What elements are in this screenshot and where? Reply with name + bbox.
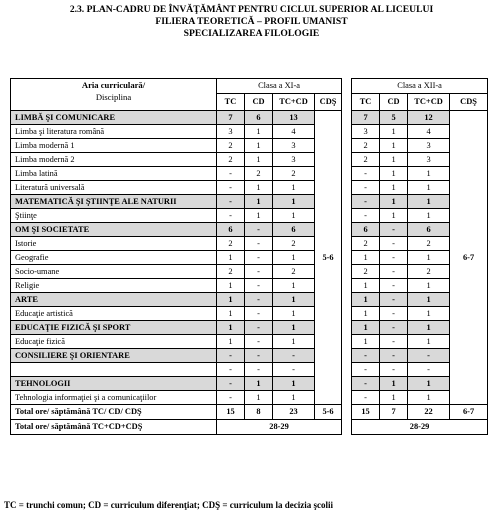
- value-cell-12: 1: [408, 251, 450, 265]
- value-cell-12: -: [352, 181, 380, 195]
- value-cell-11: 7: [217, 111, 245, 125]
- discipline-row: [11, 139, 488, 153]
- discipline-row: [11, 279, 488, 293]
- column-gap: [342, 167, 352, 181]
- value-cell-11: 1: [217, 293, 245, 307]
- column-gap: [342, 279, 352, 293]
- discipline-row: [11, 209, 488, 223]
- value-cell-12: 1: [352, 293, 380, 307]
- header-disciplina-label: Disciplina: [95, 92, 132, 102]
- value-cell-11: -: [217, 363, 245, 377]
- discipline-row: [11, 335, 488, 349]
- discipline-row: [11, 153, 488, 167]
- value-cell-12: -: [380, 279, 408, 293]
- value-cell-12: 2: [408, 265, 450, 279]
- value-cell-11: 1: [245, 391, 273, 405]
- col-cd-11: CD: [245, 94, 273, 111]
- value-cell-11: -: [217, 209, 245, 223]
- column-gap: [342, 181, 352, 195]
- value-cell-11: 6: [245, 111, 273, 125]
- value-cell-11: 1: [273, 307, 315, 321]
- value-cell-12: 6: [352, 223, 380, 237]
- total-row-1: [11, 405, 488, 420]
- total-cell-12: 22: [408, 405, 450, 420]
- column-gap: [342, 420, 352, 435]
- value-cell-11: 1: [273, 181, 315, 195]
- section-row: [11, 377, 488, 391]
- value-cell-12: 1: [380, 195, 408, 209]
- value-cell-11: 1: [245, 181, 273, 195]
- value-cell-12: -: [380, 251, 408, 265]
- section-row: [11, 349, 488, 363]
- value-cell-11: 2: [273, 237, 315, 251]
- value-cell-12: 4: [408, 125, 450, 139]
- value-cell-11: -: [245, 223, 273, 237]
- value-cell-11: 1: [245, 139, 273, 153]
- value-cell-12: -: [352, 377, 380, 391]
- value-cell-11: 1: [273, 209, 315, 223]
- value-cell-12: 1: [408, 335, 450, 349]
- value-cell-12: 1: [380, 139, 408, 153]
- value-cell-12: 2: [352, 265, 380, 279]
- discipline-name: Istorie: [11, 237, 217, 251]
- value-cell-12: -: [380, 349, 408, 363]
- value-cell-12: -: [380, 223, 408, 237]
- section-row: [11, 293, 488, 307]
- value-cell-12: -: [380, 265, 408, 279]
- value-cell-11: 1: [217, 321, 245, 335]
- value-cell-12: 1: [408, 391, 450, 405]
- section-row: [11, 321, 488, 335]
- value-cell-11: 3: [217, 125, 245, 139]
- value-cell-12: 2: [352, 139, 380, 153]
- discipline-row: [11, 181, 488, 195]
- column-gap: [342, 251, 352, 265]
- col-tccd-11: TC+CD: [273, 94, 315, 111]
- value-cell-11: 6: [273, 223, 315, 237]
- value-cell-11: -: [245, 363, 273, 377]
- discipline-row: [11, 167, 488, 181]
- value-cell-11: -: [217, 167, 245, 181]
- value-cell-11: 1: [273, 279, 315, 293]
- column-gap: [342, 335, 352, 349]
- cds-cell-11: 5-6: [315, 111, 342, 405]
- column-gap: [342, 125, 352, 139]
- value-cell-11: -: [245, 265, 273, 279]
- value-cell-11: -: [245, 251, 273, 265]
- column-gap: [342, 209, 352, 223]
- total-sum-11: 28-29: [217, 420, 342, 435]
- value-cell-12: 1: [408, 307, 450, 321]
- value-cell-12: 5: [380, 111, 408, 125]
- total-cell-12: 6-7: [450, 405, 488, 420]
- value-cell-11: 3: [273, 139, 315, 153]
- discipline-name: Limba şi literatura română: [11, 125, 217, 139]
- value-cell-11: 1: [273, 321, 315, 335]
- section-row: [11, 223, 488, 237]
- total-cell-11: 8: [245, 405, 273, 420]
- value-cell-12: 1: [408, 181, 450, 195]
- column-gap: [342, 237, 352, 251]
- column-gap: [342, 293, 352, 307]
- value-cell-11: 2: [217, 237, 245, 251]
- discipline-name: Geografie: [11, 251, 217, 265]
- value-cell-12: 1: [380, 209, 408, 223]
- value-cell-11: -: [245, 237, 273, 251]
- header-class12: Clasa a XII-a: [352, 79, 488, 94]
- discipline-name: Educaţie artistică: [11, 307, 217, 321]
- column-gap: [342, 377, 352, 391]
- discipline-row: [11, 125, 488, 139]
- value-cell-12: 2: [408, 237, 450, 251]
- discipline-row: [11, 307, 488, 321]
- discipline-row: [11, 265, 488, 279]
- cds-cell-12: 6-7: [450, 111, 488, 405]
- discipline-name: OM ŞI SOCIETATE: [11, 223, 217, 237]
- value-cell-11: 1: [245, 153, 273, 167]
- column-gap: [342, 153, 352, 167]
- total-label-2: Total ore/ săptămână TC+CD+CDŞ: [11, 420, 217, 435]
- value-cell-12: -: [352, 391, 380, 405]
- discipline-row: [11, 251, 488, 265]
- discipline-name: Educaţie fizică: [11, 335, 217, 349]
- legend-footnote: TC = trunchi comun; CD = curriculum diferenţiat; CDŞ = curriculum la decizia şcolii: [4, 500, 333, 510]
- value-cell-12: 1: [408, 209, 450, 223]
- col-cd-12: CD: [380, 94, 408, 111]
- col-cds-12: CDŞ: [450, 94, 488, 111]
- header-class11: Clasa a XI-a: [217, 79, 342, 94]
- value-cell-12: 1: [408, 195, 450, 209]
- total-cell-12: 15: [352, 405, 380, 420]
- value-cell-12: 1: [380, 153, 408, 167]
- value-cell-12: 1: [408, 321, 450, 335]
- discipline-name: CONSILIERE ŞI ORIENTARE: [11, 349, 217, 363]
- discipline-name: Limba modernă 2: [11, 153, 217, 167]
- value-cell-12: 1: [352, 251, 380, 265]
- value-cell-12: 1: [408, 377, 450, 391]
- total-label-1: Total ore/ săptămână TC/ CD/ CDŞ: [11, 405, 217, 420]
- value-cell-12: 3: [408, 139, 450, 153]
- value-cell-12: 2: [352, 237, 380, 251]
- discipline-row: [11, 237, 488, 251]
- value-cell-11: 1: [245, 195, 273, 209]
- value-cell-11: -: [245, 321, 273, 335]
- discipline-name: [11, 363, 217, 377]
- value-cell-12: -: [380, 293, 408, 307]
- discipline-name: EDUCAŢIE FIZICĂ ŞI SPORT: [11, 321, 217, 335]
- total-cell-12: 7: [380, 405, 408, 420]
- value-cell-11: 13: [273, 111, 315, 125]
- col-tc-12: TC: [352, 94, 380, 111]
- column-gap: [342, 195, 352, 209]
- value-cell-11: -: [245, 307, 273, 321]
- curriculum-table: [10, 78, 488, 435]
- value-cell-12: -: [380, 321, 408, 335]
- value-cell-11: 4: [273, 125, 315, 139]
- value-cell-11: -: [217, 181, 245, 195]
- discipline-name: TEHNOLOGII: [11, 377, 217, 391]
- value-cell-11: 1: [273, 335, 315, 349]
- value-cell-11: -: [245, 349, 273, 363]
- value-cell-11: -: [273, 349, 315, 363]
- header-aria-label: Aria curriculară/: [81, 80, 146, 90]
- header-aria: [11, 79, 217, 111]
- value-cell-11: 1: [245, 209, 273, 223]
- value-cell-11: -: [245, 279, 273, 293]
- total-sum-12: 28-29: [352, 420, 488, 435]
- value-cell-12: 1: [408, 167, 450, 181]
- value-cell-12: 7: [352, 111, 380, 125]
- column-gap: [342, 363, 352, 377]
- section-row: [11, 111, 488, 125]
- value-cell-12: 1: [408, 279, 450, 293]
- value-cell-12: 1: [380, 377, 408, 391]
- value-cell-12: 1: [408, 293, 450, 307]
- value-cell-11: 1: [245, 377, 273, 391]
- column-gap: [342, 223, 352, 237]
- column-gap: [342, 79, 352, 111]
- discipline-name: Socio-umane: [11, 265, 217, 279]
- discipline-name: LIMBĂ ŞI COMUNICARE: [11, 111, 217, 125]
- value-cell-11: 1: [273, 195, 315, 209]
- value-cell-11: 2: [217, 139, 245, 153]
- value-cell-12: -: [352, 349, 380, 363]
- discipline-row: [11, 391, 488, 405]
- total-cell-11: 23: [273, 405, 315, 420]
- value-cell-11: 1: [273, 377, 315, 391]
- value-cell-12: 1: [352, 279, 380, 293]
- value-cell-11: 1: [217, 279, 245, 293]
- value-cell-12: 6: [408, 223, 450, 237]
- value-cell-11: -: [273, 363, 315, 377]
- value-cell-12: -: [352, 363, 380, 377]
- discipline-name: Limba modernă 1: [11, 139, 217, 153]
- value-cell-11: 2: [217, 265, 245, 279]
- value-cell-12: -: [408, 349, 450, 363]
- total-row-2: [11, 420, 488, 435]
- value-cell-12: 1: [352, 307, 380, 321]
- value-cell-12: 1: [352, 335, 380, 349]
- col-cds-11: CDŞ: [315, 94, 342, 111]
- discipline-name: ARTE: [11, 293, 217, 307]
- section-row: [11, 195, 488, 209]
- value-cell-12: -: [352, 195, 380, 209]
- value-cell-11: 1: [273, 391, 315, 405]
- value-cell-12: 2: [352, 153, 380, 167]
- value-cell-12: -: [380, 335, 408, 349]
- value-cell-11: 2: [245, 167, 273, 181]
- discipline-name: Limba latină: [11, 167, 217, 181]
- col-tccd-12: TC+CD: [408, 94, 450, 111]
- value-cell-11: 1: [273, 251, 315, 265]
- column-gap: [342, 307, 352, 321]
- value-cell-11: 2: [273, 265, 315, 279]
- column-gap: [342, 139, 352, 153]
- value-cell-12: -: [380, 237, 408, 251]
- value-cell-12: -: [380, 363, 408, 377]
- value-cell-12: 12: [408, 111, 450, 125]
- column-gap: [342, 391, 352, 405]
- value-cell-12: 1: [352, 321, 380, 335]
- document-title-line1: 2.3. PLAN-CADRU DE ÎNVĂŢĂMÂNT PENTRU CICLUL SUPERIOR AL LICEULUI: [69, 4, 434, 15]
- value-cell-11: 1: [217, 307, 245, 321]
- value-cell-12: 1: [380, 125, 408, 139]
- column-gap: [342, 349, 352, 363]
- column-gap: [342, 321, 352, 335]
- column-gap: [342, 405, 352, 420]
- value-cell-11: -: [217, 349, 245, 363]
- column-gap: [342, 111, 352, 125]
- value-cell-11: 2: [217, 153, 245, 167]
- value-cell-12: 3: [408, 153, 450, 167]
- value-cell-11: 1: [245, 125, 273, 139]
- total-cell-11: 15: [217, 405, 245, 420]
- value-cell-12: -: [408, 363, 450, 377]
- value-cell-11: -: [245, 335, 273, 349]
- value-cell-11: -: [217, 391, 245, 405]
- value-cell-11: 1: [217, 335, 245, 349]
- value-cell-11: 1: [217, 251, 245, 265]
- value-cell-12: 1: [380, 391, 408, 405]
- discipline-name: MATEMATICĂ ŞI ŞTIINŢE ALE NATURII: [11, 195, 217, 209]
- discipline-name: Religie: [11, 279, 217, 293]
- value-cell-11: 2: [273, 167, 315, 181]
- value-cell-12: -: [352, 167, 380, 181]
- document-title-line3: SPECIALIZAREA FILOLOGIE: [183, 28, 320, 39]
- discipline-row: [11, 363, 488, 377]
- value-cell-12: -: [380, 307, 408, 321]
- value-cell-11: 3: [273, 153, 315, 167]
- total-cell-11: 5-6: [315, 405, 342, 420]
- value-cell-12: 1: [380, 167, 408, 181]
- value-cell-12: 1: [380, 181, 408, 195]
- value-cell-11: -: [245, 293, 273, 307]
- col-tc-11: TC: [217, 94, 245, 111]
- column-gap: [342, 265, 352, 279]
- value-cell-11: -: [217, 195, 245, 209]
- value-cell-12: -: [352, 209, 380, 223]
- discipline-name: Ştiinţe: [11, 209, 217, 223]
- document-title-line2: FILIERA TEORETICĂ – PROFIL UMANIST: [155, 16, 348, 27]
- value-cell-11: -: [217, 377, 245, 391]
- value-cell-11: 6: [217, 223, 245, 237]
- discipline-name: Tehnologia informaţiei şi a comunicaţiilor: [11, 391, 217, 405]
- value-cell-12: 3: [352, 125, 380, 139]
- discipline-name: Literatură universală: [11, 181, 217, 195]
- value-cell-11: 1: [273, 293, 315, 307]
